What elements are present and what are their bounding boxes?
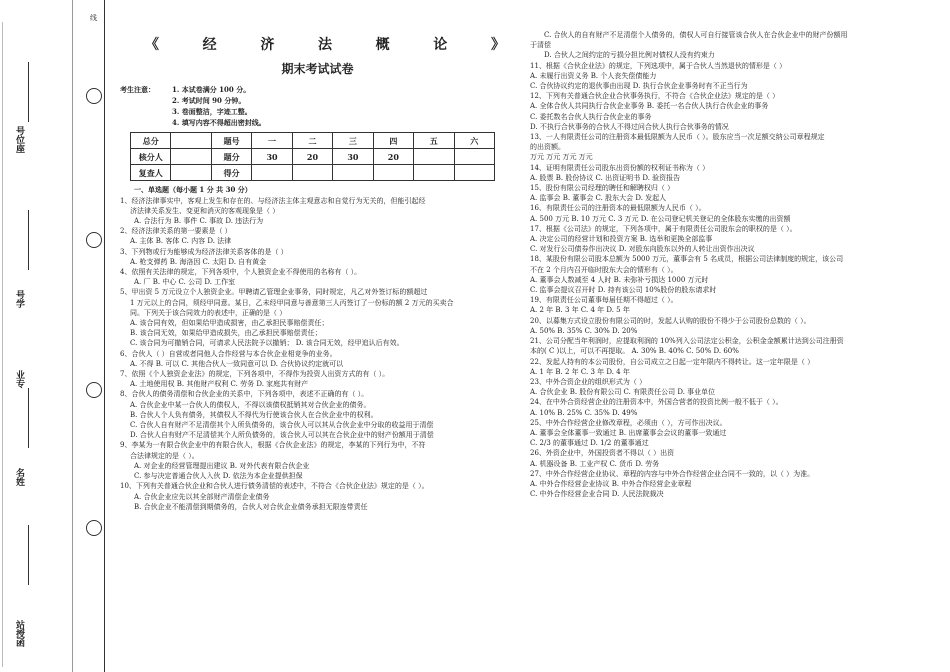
question-text: C. 合伙协议约定的退伙事由出现 D. 执行合伙企业事务时有不正当行为 (530, 82, 748, 91)
question-text: C. 监事会提议召开时 D. 持有该公司 10%股份的股东请求时 (530, 286, 717, 295)
question-text: 26、外资企业中，外国投资者不得以（ ）出资 (530, 449, 675, 458)
score-cell (454, 149, 495, 165)
score-cell: 核分人 (131, 149, 171, 165)
binding-fill-line (28, 525, 29, 585)
score-cell: 五 (414, 133, 454, 149)
question-text: 20、以募集方式设立股份有限公司的时，发起人认购的股份不得少于公司股份总数的（ ）。 (530, 316, 811, 325)
question-list-right (530, 30, 940, 499)
section-heading: 一、单选题（每小题 1 分 共 30 分） (134, 185, 252, 195)
answer-options: A. 枪支弹药 B. 海洛因 C. 太阳 D. 自有黄金 (130, 257, 267, 266)
question-text: C. 委托数名合伙人执行合伙企业的事务 (530, 112, 652, 121)
answer-options: A. 对企业的经营管理提出建议 B. 对外代表有限合伙企业 (134, 461, 310, 470)
question-text: 25、中外合作经营企业修改章程，必须由（ ），方可作出决议。 (530, 418, 727, 427)
question-text: 7、依照《个人独资企业法》的规定，下列各项中，不得作为投资人出资方式的有（ ）。 (120, 370, 390, 379)
question-text: 17、根据《公司法》的规定，下列各项中，属于有限责任公司股东会的职权的是（ ）。 (530, 224, 797, 233)
answer-options: C. 合伙人自有财产不足清偿其个人所负债务的，该合伙人可以其从合伙企业中分取的收益用于清偿 (130, 421, 434, 430)
binding-outer-line (2, 22, 3, 667)
question-text: 济法律关系发生、变更和消灭的客观现象是（ ） (130, 206, 280, 215)
question-text: 19、有限责任公司董事每届任期不得超过（ ）。 (530, 296, 678, 305)
answer-options: B. 合伙企业不能清偿到期债务的，合伙人对合伙企业债务承担无限连带责任 (134, 502, 368, 511)
score-cell: 30 (333, 149, 373, 165)
question-text: 10、下列有关普通合伙企业和合伙人进行债务清偿的表述中，不符合《合伙企业法》规定的是（ ）。 (120, 482, 429, 491)
question-text: 24、在中外合资经营企业的注册资本中，外国合营者的投资比例一般不低于（ ）。 (530, 398, 783, 407)
score-cell: 总分 (131, 133, 171, 149)
left-column (120, 37, 515, 512)
question-list-left (120, 185, 515, 512)
title-char: 概 (375, 37, 390, 53)
answer-options: A. 土地使用权 B. 其他财产权利 C. 劳务 D. 家庭共有财产 (130, 380, 309, 389)
score-cell[interactable] (414, 165, 454, 181)
score-cell (414, 149, 454, 165)
question-text: 16、有限责任公司的注册资本的最低限额为人民币（ ）。 (530, 204, 706, 213)
question-text: A. 合伙企业 B. 股份有限公司 C. 有限责任公司 D. 事业单位 (530, 388, 716, 397)
punch-hole (86, 88, 102, 104)
question-text: 12、下列有关普通合伙企业合伙事务执行，不符合《合伙企业法》规定的是（ ） (530, 92, 780, 101)
punch-hole (86, 520, 102, 536)
question-text: 21、公司分配当年利润时，应提取利润的 10%列入公司法定公积金，公积金金额累计达到公司注册资 (530, 337, 844, 346)
title-char: 论 (433, 37, 448, 53)
question-text: A. 50% B. 35% C. 30% D. 20% (530, 326, 638, 335)
question-text: A. 10% B. 25% C. 35% D. 49% (530, 408, 638, 417)
question-text: 23、中外合资企业的组织形式为（ ） (530, 377, 647, 386)
score-cell: 题分 (211, 149, 251, 165)
score-cell[interactable] (373, 165, 413, 181)
name-label: 名姓 (14, 468, 24, 486)
student-id-label: 号学 (14, 290, 24, 308)
answer-options: A. 不得 B. 可以 C. 其他合伙人一致同意可以 D. 合伙协议约定就可以 (130, 359, 344, 368)
question-text: A. 全体合伙人共同执行合伙企业事务 B. 委托一名合伙人执行合伙企业的事务 (530, 102, 769, 111)
binding-fill-line (28, 210, 29, 270)
question-text: 8、合伙人的债务清偿和合伙企业的关系中，下列各项中，表述不正确的有（ ）。 (120, 390, 369, 399)
question-text: 2、经济法律关系的第一要素是（ ） (120, 227, 232, 236)
score-cell[interactable] (171, 149, 211, 165)
score-cell: 二 (292, 133, 332, 149)
answer-options: B. 该合同无效，如果给甲造成损失，由乙承担民事赔偿责任； (130, 329, 322, 338)
title-char: 《 (145, 37, 159, 53)
score-row (131, 133, 495, 149)
question-text: 本的( C )以上，可以不再提取。 A. 30% B. 40% C. 50% D. 60% (530, 347, 739, 356)
score-cell: 题号 (211, 133, 251, 149)
score-cell: 20 (373, 149, 413, 165)
score-cell[interactable] (292, 165, 332, 181)
note-item: 2. 考试时间 90 分钟。 (172, 96, 246, 106)
score-cell: 30 (252, 149, 292, 165)
answer-options: D. 合伙人之间约定的亏损分担比例对债权人没有约束力 (544, 51, 715, 60)
seat-number-label: 号位座 (14, 126, 24, 153)
question-text: C. 对发行公司债券作出决议 D. 对股东向股东以外的人转让出资作出决议 (530, 245, 755, 254)
notes-label: 考生注意： (120, 85, 155, 95)
exam-notes (120, 84, 515, 128)
question-text: 同。下列关于该合同效力的表述中，正确的是（ ） (130, 308, 287, 317)
answer-options: A. 合伙企业应先以其全部财产清偿企业债务 (134, 492, 270, 501)
punch-hole (86, 382, 102, 398)
note-item: 4. 填写内容不得超出密封线。 (172, 118, 266, 128)
score-row (131, 165, 495, 181)
question-text: 万元 万元 万元 万元 (530, 153, 593, 162)
question-text: A. 500 万元 B. 10 万元 C. 3 万元 D. 在公司登记机关登记的全体股东实缴的出资额 (530, 214, 791, 223)
question-text: A. 监事会 B. 董事会 C. 股东大会 D. 发起人 (530, 194, 667, 203)
question-text: 13、一人有限责任公司的注册资本最低限额为人民币（ ）。股东应当一次足额交纳公司章程规定 (530, 133, 825, 142)
question-text: 22、发起人持有的本公司股份，自公司成立之日起一定年限内不得转让。这一定年限是（ ） (530, 357, 815, 366)
question-text: 的出资额。 (530, 143, 565, 152)
answer-options: D. 合伙人自有财产不足清偿其个人所负债务的，该合伙人可以其在合伙企业中的财产份额用于清偿 (130, 431, 434, 440)
question-text: 1、经济法律事实中，客观上发生和存在的、与经济法主体主观意志和自觉行为无关的，但能引起经 (120, 196, 426, 205)
title-char: 法 (317, 37, 332, 53)
score-cell[interactable] (252, 165, 292, 181)
score-row (131, 149, 495, 165)
answer-options: C. 该合同为可撤销合同，可请求人民法院予以撤销； D. 该合同无效，经甲追认后有效。 (130, 339, 404, 348)
question-text: A. 董事会人数减至 4 人时 B. 未弥补亏损达 1000 万元时 (530, 275, 709, 284)
question-text: D. 不执行合伙事务的合伙人不得过问合伙人执行合伙事务的情况 (530, 122, 729, 131)
binding-line (72, 0, 73, 672)
answer-options: A. 主体 B. 客体 C. 内容 D. 法律 (130, 237, 232, 246)
score-cell[interactable] (333, 165, 373, 181)
exam-title: 期末考试试卷 (281, 62, 354, 77)
title-char: 》 (490, 37, 505, 53)
seal-line (104, 0, 105, 672)
score-cell: 一 (252, 133, 292, 149)
major-label: 业专 (14, 370, 24, 388)
score-cell: 六 (454, 133, 495, 149)
question-text: A. 董事会全体董事一致通过 B. 出席董事会会议的董事一致通过 (530, 428, 727, 437)
question-text: 6、合伙人（ ）自营或者同他人合作经营与本合伙企业相竞争的业务。 (120, 349, 337, 358)
question-text: A. 决定公司的经营计划和投资方案 B. 选举和更换全部监事 (530, 235, 713, 244)
title-char: 经 (202, 37, 217, 53)
score-cell[interactable] (171, 133, 211, 149)
punch-hole (86, 232, 102, 248)
question-text: A. 机器设备 B. 工业产权 C. 货币 D. 劳务 (530, 459, 660, 468)
question-text: 14、证明有限责任公司股东出资份额的权利证书称为（ ） (530, 163, 710, 172)
question-text: 27、中外合作经营企业协议、章程的内容与中外合作经营企业合同不一致的，以（ ）为准。 (530, 469, 815, 478)
answer-options: C. 合伙人的自有财产不足清偿个人债务的，债权人可自行接管该合伙人在合伙企业中的财产份额用 (544, 31, 848, 39)
title-char: 济 (260, 37, 275, 53)
score-cell: 复查人 (131, 165, 171, 181)
binding-fill-line (28, 388, 29, 448)
correspondence-station-label: 站授函 (14, 620, 24, 647)
question-text: 9、李某为一有限合伙企业中的有限合伙人，根据《合伙企业法》的规定，李某的下列行为中，不符 (120, 441, 426, 450)
answer-options: C. 参与决定普通合伙人入伙 D. 依法为本企业提供担保 (134, 472, 303, 481)
score-cell[interactable] (171, 165, 211, 181)
note-item: 3. 卷面整洁，字迹工整。 (172, 107, 252, 117)
seal-line-mark: 线 (90, 14, 97, 22)
answer-options: A. 厂 B. 中心 C. 公司 D. 工作室 (134, 278, 236, 287)
right-column (530, 30, 940, 499)
binding-fill-line (28, 62, 29, 122)
question-text: 于清偿 (530, 41, 551, 50)
question-text: 合法律规定的是（ ）。 (130, 451, 199, 460)
question-text: 3、下列物或行为能够成为经济法律关系客体的是（ ） (120, 247, 288, 256)
answer-options: B. 合伙人个人负有债务，其债权人不得代为行使该合伙人在合伙企业中的权利。 (130, 410, 378, 419)
question-text: A. 1 年 B. 2 年 C. 3 年 D. 4 年 (530, 367, 630, 376)
question-text: A. 未履行出资义务 B. 个人丧失偿债能力 (530, 71, 657, 80)
question-text: 11、根据《合伙企业法》的规定，下列选项中，属于合伙人当然退伙的情形是（ ） (530, 61, 787, 70)
score-cell: 20 (292, 149, 332, 165)
question-text: 15、股份有限公司经理的聘任和解聘权归（ ） (530, 184, 675, 193)
note-item: 1. 本试卷满分 100 分。 (172, 85, 251, 95)
question-text: C. 2/3 的董事通过 D. 1/2 的董事通过 (530, 439, 649, 448)
book-title (145, 37, 505, 53)
score-table (130, 132, 495, 181)
question-text: C. 中外合作经营企业合同 D. 人民法院裁决 (530, 490, 664, 499)
question-text: A. 中外合作经营企业协议 B. 中外合作经营企业章程 (530, 479, 692, 488)
answer-options: A. 合法行为 B. 事件 C. 事故 D. 违法行为 (134, 217, 264, 226)
answer-options: A. 合伙企业中某一合伙人的债权人，不得以该债权抵销其对合伙企业的债务。 (130, 400, 371, 409)
score-cell: 三 (333, 133, 373, 149)
question-text: 1 万元以上的合同，须经甲同意。某日，乙未经甲同意与善意第三人丙签订了一份标的额 2 万元的买卖合 (130, 298, 454, 307)
question-text: A. 2 年 B. 3 年 C. 4 年 D. 5 年 (530, 306, 630, 315)
question-text: 18、某股份有限公司股本总额为 5000 万元，董事会有 5 名成员，根据公司法律制度的规定，该公司 (530, 255, 844, 264)
question-text: 不在 2 个月内召开临时股东大会的情形有（ ）。 (530, 265, 678, 274)
binding-margin (0, 0, 78, 672)
score-cell[interactable] (454, 165, 495, 181)
question-text: 5、甲出资 5 万元设立个人独资企业。甲聘请乙管理企业事务，同时规定，凡乙对外签订标的额超过 (120, 288, 428, 297)
question-text: A. 股票 B. 股份协议 C. 出资证明书 D. 验资报告 (530, 173, 681, 182)
score-cell: 得分 (211, 165, 251, 181)
score-cell: 四 (373, 133, 413, 149)
question-text: 4、依照有关法律的规定，下列各项中，个人独资企业不得使用的名称有（ ）。 (120, 268, 362, 277)
answer-options: A. 该合同有效，但如果给甲造成损害，由乙承担民事赔偿责任； (130, 319, 329, 328)
